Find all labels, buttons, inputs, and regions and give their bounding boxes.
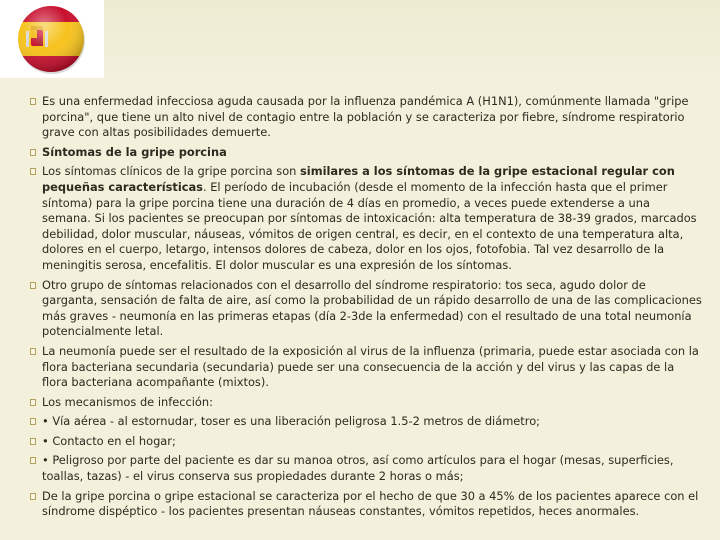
flag-tile [0,0,104,78]
list-item [30,145,702,161]
slide-header-band [0,0,720,78]
body-text: Los síntomas clínicos de la gripe porcina son [42,164,301,179]
body-text: De la gripe porcina o gripe estacional se caracteriza por el hecho de que 30 a 45% de los pacientes aparece con el síndrome dispéptico - los pacientes presentan náuseas constantes, vómitos repetidos, heces anormales. [42,488,699,519]
body-text: • Vía aérea - al estornudar, toser es una liberación peligrosa 1.5-2 metros de diámetro; [42,414,541,429]
bullet-marker-icon [30,493,36,500]
bullet-marker-icon [30,168,36,175]
list-item [30,434,702,450]
body-text: . El período de incubación (desde el momento de la infección hasta que el primer síntoma) para la gripe porcina tiene una duración de 4 días en promedio, a veces puede extenderse a una semana. Si los pacientes se preocupan por síntomas de intoxicación: alta temperatura de 38-39 grados, marcados debilidad, dolor muscular, náuseas, vómitos de origen central, es decir, en el contexto de una temperatura alta, dolores en el cuerpo, letargo, intensos dolores de cabeza, dolor en los ojos, fotofobia. Tal vez desarrollo de la meningitis serosa, encefalitis. El dolor muscular es una expresión de los síntomas. [42,179,697,272]
list-item [30,94,702,141]
body-text: Otro grupo de síntomas relacionados con el desarrollo del síndrome respiratorio: tos seca, agudo dolor de garganta, sensación de falta de aire, así como la probabilidad de un rápido desarrollo de una de las complicaciones más graves - neumonía en las primeras etapas (día 2-3de la enfermedad) con el resultado de una total neumonía potencialmente letal. [42,277,702,339]
list-item [30,395,702,411]
bullet-marker-icon [30,399,36,406]
list-item [30,344,702,391]
bullet-marker-icon [30,98,36,105]
bullet-marker-icon [30,457,36,464]
bullet-list [30,94,702,524]
list-item [30,453,702,484]
body-text: • Contacto en el hogar; [42,433,176,448]
spain-flag-icon [14,3,88,75]
body-text: • Peligroso por parte del paciente es dar su manoa otros, así como artículos para el hogar (mesas, superficies, toallas, tazas) - el virus conserva sus propiedades durante 2 horas o más; [42,453,674,484]
list-item [30,489,702,520]
bullet-marker-icon [30,149,36,156]
list-item [30,414,702,430]
list-item [30,278,702,340]
body-text: La neumonía puede ser el resultado de la exposición al virus de la influenza (primaria, puede estar asociada con la flora bacteriana secundaria (secundaria) puede ser una consecuencia de la acción y del virus y las capas de la flora bacteriana acompañante (mixtos). [42,343,699,390]
bold-text: Síntomas de la gripe porcina [42,144,227,159]
bullet-marker-icon [30,282,36,289]
list-item [30,164,702,273]
bullet-marker-icon [30,348,36,355]
body-text: Los mecanismos de infección: [42,394,213,409]
bold-text: similares a los síntomas de la gripe estacional regular con pequeñas características [42,164,675,194]
bullet-marker-icon [30,418,36,425]
bullet-marker-icon [30,438,36,445]
body-text: Es una enfermedad infecciosa aguda causada por la influenza pandémica A (H1N1), comúnmente llamada "gripe porcina", que tiene un alto nivel de contagio entre la población y se caracteriza por fiebre, síndrome respiratorio grave con altas posibilidades demuerte. [42,94,689,140]
